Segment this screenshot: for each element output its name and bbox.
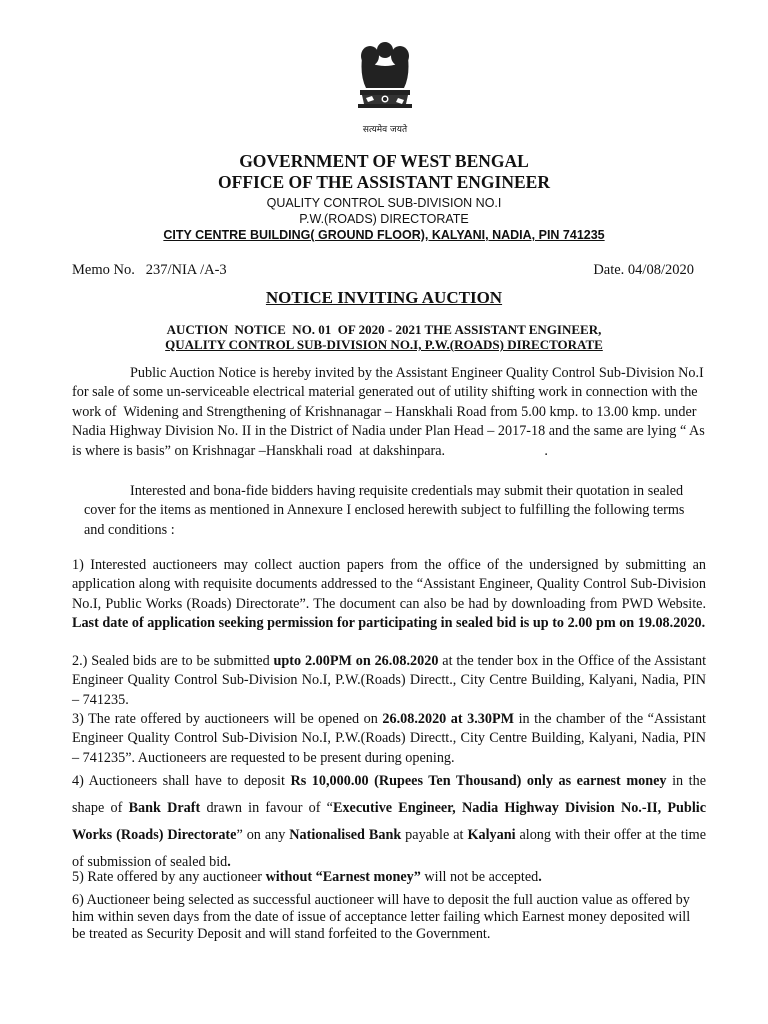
emblem-motto: सत्यमेव जयते xyxy=(362,125,408,135)
term-4-amount: Rs 10,000.00 (Rupees Ten Thousand) only as earnest money xyxy=(290,773,667,789)
term-1-deadline: Last date of application seeking permission for participating in sealed bid is up to 2.00 pm on 19.08.2020. xyxy=(72,615,706,632)
header-address: CITY CENTRE BUILDING( GROUND FLOOR), KALYANI, NADIA, PIN 741235 xyxy=(163,228,605,242)
memo-date: Date. 04/08/2020 xyxy=(593,262,694,278)
term-2-deadline: upto 2.00PM on 26.08.2020 xyxy=(273,653,439,669)
term-4-bank: Nationalised Bank xyxy=(289,827,402,843)
national-emblem xyxy=(340,36,430,136)
term-5-text: 5) Rate offered by any auctioneer xyxy=(72,869,266,885)
term-4-text-4: ” on any xyxy=(236,827,290,843)
notice-subtitle-2: QUALITY CONTROL SUB-DIVISION NO.I, P.W.(ROADS) DIRECTORATE xyxy=(165,337,603,352)
term-6: 6) Auctioneer being selected as successful auctioneer will have to deposit the full auction value as offered by him within seven days from the date of issue of acceptance letter failing which Earnest money deposited will be treated as Security Deposit and will stand forfeited to the Government. xyxy=(72,892,691,942)
header-directorate: P.W.(ROADS) DIRECTORATE xyxy=(299,212,469,226)
term-4-instrument: Bank Draft xyxy=(128,800,201,816)
header-government: GOVERNMENT OF WEST BENGAL xyxy=(239,151,529,171)
term-5 xyxy=(72,868,706,887)
term-4-text-2: in the shape of xyxy=(72,773,706,816)
term-4-text-5: payable at xyxy=(401,827,468,843)
lion-capital-icon xyxy=(340,36,430,122)
term-5-period: . xyxy=(538,869,542,885)
term-1-text: 1) Interested auctioneers may collect auction papers from the office of the undersigned by submitting an application along with requisite documents addressed to the “Assistant Engineer, Quality Control Sub-Division No.I, Public Works (Roads) Directorate”. The document can also be had by downloading from PWD Website. xyxy=(72,557,706,612)
term-4-text-3: drawn in favour of “ xyxy=(200,800,333,816)
term-4-place: Kalyani xyxy=(467,827,516,843)
term-2 xyxy=(72,652,706,710)
term-3-location: in the chamber of the “Assistant Engineer Quality Control Sub-Division No.I, P.W.(Roads) Directt., City Centre Building, Kalyani, Nadia, PIN – 741235”. Auctioneers are requested to be present during opening. xyxy=(72,711,706,766)
term-3-opening-time: 26.08.2020 at 3.30PM xyxy=(382,711,515,727)
term-1 xyxy=(72,556,706,634)
term-2-text: 2.) Sealed bids are to be submitted xyxy=(72,653,274,669)
body-paragraph-2: Interested and bona-fide bidders having requisite credentials may submit their quotation in sealed cover for the items as mentioned in Annexure I enclosed herewith subject to fulfilling the following terms and conditions : xyxy=(84,483,685,538)
term-4-payee: Executive Engineer, Nadia Highway Division No.-II, Public Works (Roads) Directorate xyxy=(72,800,706,843)
body-paragraph-1: Public Auction Notice is hereby invited by the Assistant Engineer Quality Control Sub-Division No.I for sale of some un-serviceable electrical material generated out of utility shifting work in connection with the work of Widening and Strengthening of Krishnanagar – Hanskhali Road from 5.00 kmp. to 13.00 kmp. under Nadia Highway Division No. II in the District of Nadia under Plan Head – 2017-18 and the same are lying “ As is where is basis” on Krishnagar –Hanskhali road at dakshinpara. . xyxy=(72,365,709,459)
notice-title: NOTICE INVITING AUCTION xyxy=(265,288,503,307)
term-5-condition: without “Earnest money” xyxy=(265,869,421,885)
term-3-text: 3) The rate offered by auctioneers will be opened on xyxy=(72,711,383,727)
term-3 xyxy=(72,710,706,768)
term-4-text-6: along with their offer at the time of submission of sealed bid xyxy=(72,827,706,870)
notice-subtitle-1: AUCTION NOTICE NO. 01 OF 2020 - 2021 THE ASSISTANT ENGINEER, xyxy=(166,322,602,337)
term-2-location: at the tender box in the Office of the Assistant Engineer Quality Control Sub-Division No.I, P.W.(Roads) Directt., City Centre Building, Kalyani, Nadia, PIN – 741235. xyxy=(72,653,707,708)
header-subdivision: QUALITY CONTROL SUB-DIVISION NO.I xyxy=(266,196,502,210)
term-5-text-2: will not be accepted xyxy=(420,869,539,885)
memo-number: Memo No. 237/NIA /A-3 xyxy=(72,262,227,278)
header-office: OFFICE OF THE ASSISTANT ENGINEER xyxy=(218,172,550,192)
term-4-text: 4) Auctioneers shall have to deposit xyxy=(72,773,291,789)
term-4 xyxy=(72,768,706,876)
term-4-period: . xyxy=(227,854,231,870)
